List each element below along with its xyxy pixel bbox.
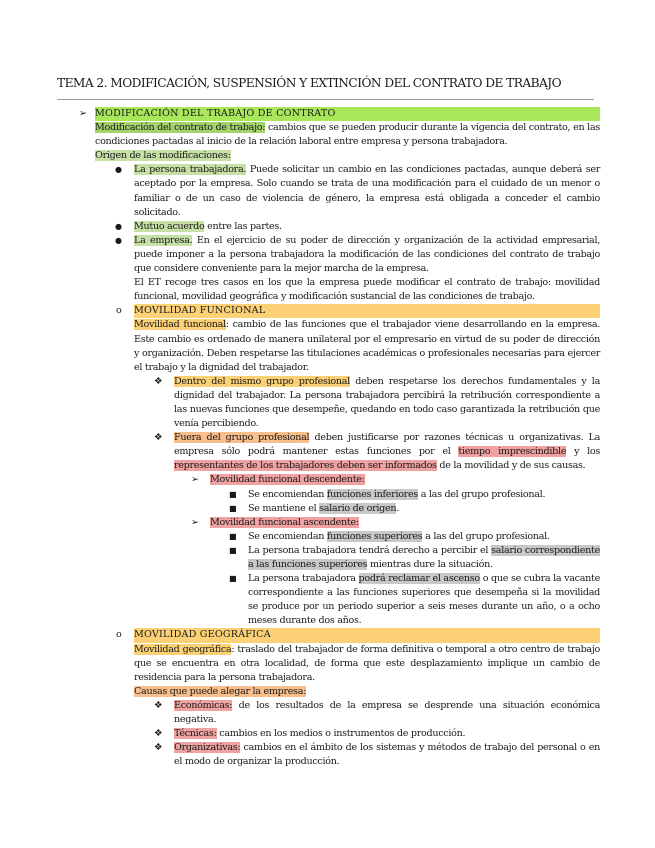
- geografica-definition: Movilidad geográfica: traslado del trabajador de forma definitiva o temporal a otro centro de trabajo que se encuentra en otra localidad, de forma que este desplazamiento implique un cambio de residencia para la persona trabajadora.: [134, 643, 600, 683]
- causes-heading: Causas que puede alegar la empresa:: [134, 685, 307, 697]
- document-title: TEMA 2. MODIFICACIÓN, SUSPENSIÓN Y EXTINCIÓN DEL CONTRATO DE TRABAJO: [57, 76, 562, 90]
- bullet-icon: ●: [115, 165, 122, 175]
- circle-bullet-icon: o: [116, 305, 122, 317]
- square-bullet-icon: ■: [229, 489, 237, 499]
- section-heading-modificacion: ➢ MODIFICACIÓN DEL TRABAJO DE CONTRATO: [57, 107, 600, 121]
- definition-paragraph: Modificación del contrato de trabajo: cambios que se pueden producir durante la vigencia del contrato, en las condiciones pactadas al inicio de la relación laboral entre empresa y persona trabajadora.: [95, 122, 600, 148]
- diamond-bullet-icon: ❖: [154, 432, 163, 444]
- diamond-bullet-icon: ❖: [154, 742, 163, 754]
- list-item-origin: ● La persona trabajadora. Puede solicitar un cambio en las condiciones pactadas, aunque deberá ser aceptado por la empresa. Solo cuando se trata de una modificación para el cuidado de un menor o familiar o de un caso de violencia de género, la empresa está obligada a conceder el cambio solicitado.: [115, 164, 600, 218]
- arrow-bullet-icon: ➢: [191, 516, 199, 528]
- subsection-heading-funcional: o MOVILIDAD FUNCIONAL: [57, 304, 600, 318]
- et-note-paragraph: El ET recoge tres casos en los que la empresa puede modificar el contrato de trabajo: movilidad funcional, movilidad geográfica y modificación sustancial de las condiciones de trabajo.: [134, 277, 600, 303]
- square-bullet-icon: ■: [229, 574, 237, 584]
- list-item-descendente: ■ Se encomiendan funciones inferiores a las del grupo profesional.: [57, 488, 600, 502]
- list-item-ascendente: ■ La persona trabajadora tendrá derecho a percibir el salario correspondiente a las funciones superiores mientras dure la situación.: [229, 544, 600, 570]
- list-item-ascendente: ■ Se encomiendan funciones superiores a las del grupo profesional.: [57, 530, 600, 544]
- list-item-ascendente: ■ La persona trabajadora podrá reclamar el ascenso o que se cubra la vacante correspondiente a las funciones superiores que desempeña si la movilidad se produce por un periodo superior a seis meses durante un año, o a ocho meses durante dos años.: [229, 573, 600, 627]
- list-item-descendente: ■ Se mantiene el salario de origen.: [57, 502, 600, 516]
- diamond-bullet-icon: ❖: [154, 699, 163, 711]
- list-item-origin: ● Mutuo acuerdo entre las partes.: [57, 220, 600, 234]
- funcional-definition: Movilidad funcional: cambio de las funciones que el trabajador viene desarrollando en la empresa. Este cambio es ordenado de manera unilateral por el empresario en virtud de su poder de dirección y organización. Deben respetarse las titulaciones académicas o profesionales necesarias para ejercer el trabajo y la dignidad del trabajador.: [134, 319, 600, 373]
- diamond-bullet-icon: ❖: [154, 728, 163, 740]
- diamond-bullet-icon: ❖: [154, 375, 163, 387]
- document-body: [57, 107, 600, 769]
- subheading-descendente: ➢ Movilidad funcional descendente:: [57, 473, 600, 487]
- definition-term: Modificación del contrato de trabajo:: [95, 122, 266, 134]
- circle-bullet-icon: o: [116, 629, 122, 641]
- list-item-cause: ❖ Organizativas: cambios en el ámbito de los sistemas y métodos de trabajo del personal o en el modo de organizar la producción.: [154, 742, 600, 768]
- square-bullet-icon: ■: [229, 503, 237, 513]
- bullet-icon: ●: [115, 221, 122, 231]
- square-bullet-icon: ■: [229, 531, 237, 541]
- arrow-bullet-icon: ➢: [191, 474, 199, 486]
- list-item-cause: ❖ Económicas: de los resultados de la empresa se desprende una situación económica negativa.: [154, 699, 600, 726]
- list-item-fuera-grupo: ❖ Fuera del grupo profesional deben justificarse por razones técnicas u organizativas. La empresa sólo podrá mantener estas funciones por el tiempo imprescindible y los representantes de los trabajadores deben ser informados de la movilidad y de sus causas.: [154, 432, 600, 472]
- subheading-ascendente: ➢ Movilidad funcional ascendente:: [57, 516, 600, 530]
- arrow-bullet-icon: ➢: [79, 108, 87, 119]
- origin-heading: Origen de las modificaciones:: [95, 150, 231, 162]
- list-item-dentro-grupo: ❖ Dentro del mismo grupo profesional deben respetarse los derechos fundamentales y la dignidad del trabajador. La persona trabajadora percibirá la retribución correspondiente a las nuevas funciones que desempeñe, quedando en todo caso garantizada la retribución que venía percibiendo.: [154, 375, 600, 430]
- title-divider: [57, 99, 594, 100]
- list-item-origin: ● La empresa. En el ejercicio de su poder de dirección y organización de la actividad empresarial, puede imponer a la persona trabajadora la modificación de las condiciones del contrato de trabajo que considere conveniente para la mejor marcha de la empresa.: [115, 234, 600, 275]
- bullet-icon: ●: [115, 235, 122, 245]
- list-item-cause: ❖ Técnicas: cambios en los medios o instrumentos de producción.: [57, 727, 600, 741]
- subsection-heading-geografica: o MOVILIDAD GEOGRÁFICA: [57, 628, 600, 642]
- square-bullet-icon: ■: [229, 545, 237, 555]
